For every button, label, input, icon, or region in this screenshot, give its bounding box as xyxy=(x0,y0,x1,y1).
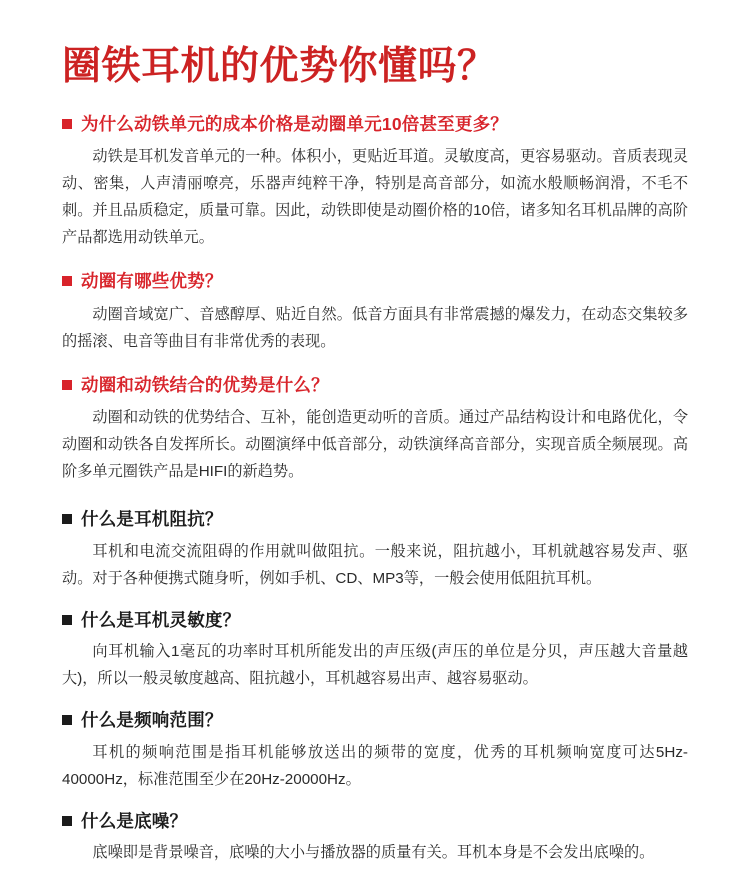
section-body-text: 动圈和动铁的优势结合、互补，能创造更动听的音质。通过产品结构设计和电路优化，令动圈和动铁各自发挥所长。动圈演绎中低音部分，动铁演绎高音部分，实现音质全频展现。高阶多单元圈铁产品是HIFI的新趋势。 xyxy=(62,409,688,481)
black-sections-group xyxy=(62,507,688,866)
section-heading xyxy=(62,809,688,834)
black-square-bullet-icon xyxy=(62,715,72,725)
section-heading xyxy=(62,373,688,398)
black-square-bullet-icon xyxy=(62,514,72,524)
section-dongtie-cost xyxy=(62,112,688,252)
section-heading-label: 动圈和动铁结合的优势是什么？ xyxy=(81,374,329,395)
red-square-bullet-icon xyxy=(62,276,72,286)
section-heading xyxy=(62,112,688,137)
page-title: 圈铁耳机的优势你懂吗？ xyxy=(62,45,497,88)
red-sections-group xyxy=(62,112,688,486)
section-dongquan-advantages xyxy=(62,269,688,354)
section-frequency-response xyxy=(62,708,688,792)
section-body-text: 耳机的频响范围是指耳机能够放送出的频带的宽度，优秀的耳机频响宽度可达5Hz-40000Hz，标准范围至少在20Hz-20000Hz。 xyxy=(62,743,688,788)
section-heading xyxy=(62,708,688,733)
section-body-text: 底噪即是背景噪音，底噪的大小与播放器的质量有关。耳机本身是不会发出底噪的。 xyxy=(92,844,655,862)
section-heading-label: 动圈有哪些优势？ xyxy=(81,271,223,292)
section-body-text: 向耳机输入1毫瓦的功率时耳机所能发出的声压级(声压的单位是分贝，声压越大音量越大)，所以一般灵敏度越高、阻抗越小，耳机越容易出声、越容易驱动。 xyxy=(62,643,688,688)
section-body-text: 动圈音域宽广、音感醇厚、贴近自然。低音方面具有非常震撼的爆发力，在动态交集较多的摇滚、电音等曲目有非常优秀的表现。 xyxy=(62,305,688,350)
section-heading-label: 什么是底噪？ xyxy=(81,810,188,831)
section-heading-label: 什么是频响范围？ xyxy=(81,710,223,731)
section-heading-label: 什么是耳机灵敏度？ xyxy=(81,609,241,630)
section-heading xyxy=(62,608,688,633)
section-impedance xyxy=(62,507,688,591)
section-body-text: 耳机和电流交流阻碍的作用就叫做阻抗。一般来说，阻抗越小，耳机就越容易发声、驱动。对于各种便携式随身听，例如手机、CD、MP3等，一般会使用低阻抗耳机。 xyxy=(62,542,688,587)
section-body-text: 动铁是耳机发音单元的一种。体积小，更贴近耳道。灵敏度高，更容易驱动。音质表现灵动、密集，人声清丽嘹亮，乐器声纯粹干净，特别是高音部分，如流水般顺畅润滑，不毛不刺。并且品质稳定，质量可靠。因此，动铁即使是动圈价格的10倍，诸多知名耳机品牌的高阶产品都选用动铁单元。 xyxy=(62,148,688,247)
section-noise-floor xyxy=(62,809,688,866)
black-square-bullet-icon xyxy=(62,615,72,625)
black-square-bullet-icon xyxy=(62,816,72,826)
red-square-bullet-icon xyxy=(62,380,72,390)
section-sensitivity xyxy=(62,608,688,692)
section-hybrid-advantages xyxy=(62,373,688,486)
section-heading-label: 为什么动铁单元的成本价格是动圈单元10倍甚至更多？ xyxy=(81,113,508,134)
section-heading xyxy=(62,269,688,294)
section-heading-label: 什么是耳机阻抗？ xyxy=(81,509,223,530)
red-square-bullet-icon xyxy=(62,119,72,129)
section-heading xyxy=(62,507,688,532)
